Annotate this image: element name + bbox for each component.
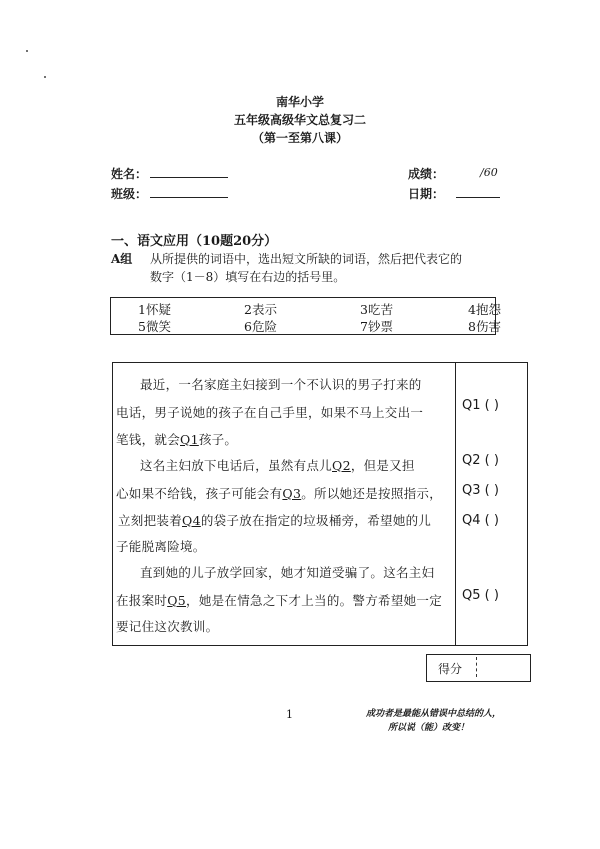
section-heading: 一、语文应用（10题20分） [111, 234, 278, 249]
scan-speck [44, 76, 46, 78]
blank-q3: Q3 [282, 486, 302, 501]
group-label: A组 [111, 252, 133, 266]
class-field[interactable] [150, 197, 228, 198]
passage-p2-line1: 这名主妇放下电话后，虽然有点儿Q2，但是又担 [140, 458, 415, 473]
school-name: 南华小学 [275, 95, 324, 109]
option-5: 5微笑 [138, 319, 171, 334]
date-field[interactable] [456, 197, 500, 198]
option-4: 4抱怨 [468, 302, 501, 317]
score-label: 成绩： [408, 167, 445, 181]
passage-p2-line2: 心如果不给钱，孩子可能会有Q3。所以她还是按照指示， [116, 486, 443, 501]
passage-p3-line2: 在报案时Q5，她是在情急之下才上当的。警方希望她一定 [116, 593, 443, 608]
answer-q1[interactable]: Q1 ( ) [462, 398, 499, 413]
answer-q2[interactable]: Q2 ( ) [462, 453, 499, 468]
passage-p1-line3: 笔钱，就会Q1孩子。 [116, 432, 238, 447]
passage-p2-line3: 立刻把装着Q4的袋子放在指定的垃圾桶旁，希望她的儿 [118, 513, 432, 528]
footer-note-line1: 成功者是最能从错误中总结的人， [366, 709, 502, 719]
exam-title: 五年级高级华文总复习二 [233, 113, 366, 127]
passage-p3-line1: 直到她的儿子放学回家，她才知道受骗了。这名主妇 [140, 565, 435, 580]
blank-q1: Q1 [180, 432, 199, 447]
option-1: 1怀疑 [138, 302, 171, 317]
instruction-line-2: 数字（1－8）填写在右边的括号里。 [150, 270, 346, 284]
answer-q5[interactable]: Q5 ( ) [462, 588, 499, 603]
name-label: 姓名： [111, 167, 148, 181]
passage-p1-line2: 电话，男子说她的孩子在自己手里，如果不马上交出一 [116, 405, 424, 420]
passage-p1-line1: 最近，一名家庭主妇接到一个不认识的男子打来的 [140, 377, 422, 392]
option-6: 6危险 [244, 319, 277, 334]
name-field[interactable] [150, 177, 228, 178]
score-total: /60 [480, 166, 498, 179]
passage-p2-line4: 子能脱离险境。 [116, 539, 206, 554]
option-2: 2表示 [244, 302, 277, 317]
class-label: 班级： [111, 187, 148, 201]
answer-q3[interactable]: Q3 ( ) [462, 483, 499, 498]
page-number: 1 [286, 708, 293, 721]
option-8: 8伤害 [468, 319, 501, 334]
instruction-line-1: 从所提供的词语中，选出短文所缺的词语，然后把代表它的 [150, 252, 463, 266]
scan-speck [26, 50, 28, 52]
blank-q4: Q4 [182, 513, 201, 528]
answer-q4[interactable]: Q4 ( ) [462, 513, 499, 528]
blank-q5: Q5 [167, 593, 187, 608]
answer-column-divider [455, 362, 456, 646]
score-box-divider [476, 657, 477, 677]
passage-p3-line3: 要记住这次教训。 [116, 619, 219, 634]
option-7: 7钞票 [360, 319, 393, 334]
exam-subtitle: （第一至第八课） [251, 131, 348, 145]
date-label: 日期： [408, 187, 445, 201]
option-3: 3吃苦 [360, 302, 393, 317]
score-box-label: 得分 [438, 662, 463, 676]
footer-note-line2: 所以说（能）改变！ [388, 723, 470, 733]
blank-q2: Q2 [332, 458, 351, 473]
